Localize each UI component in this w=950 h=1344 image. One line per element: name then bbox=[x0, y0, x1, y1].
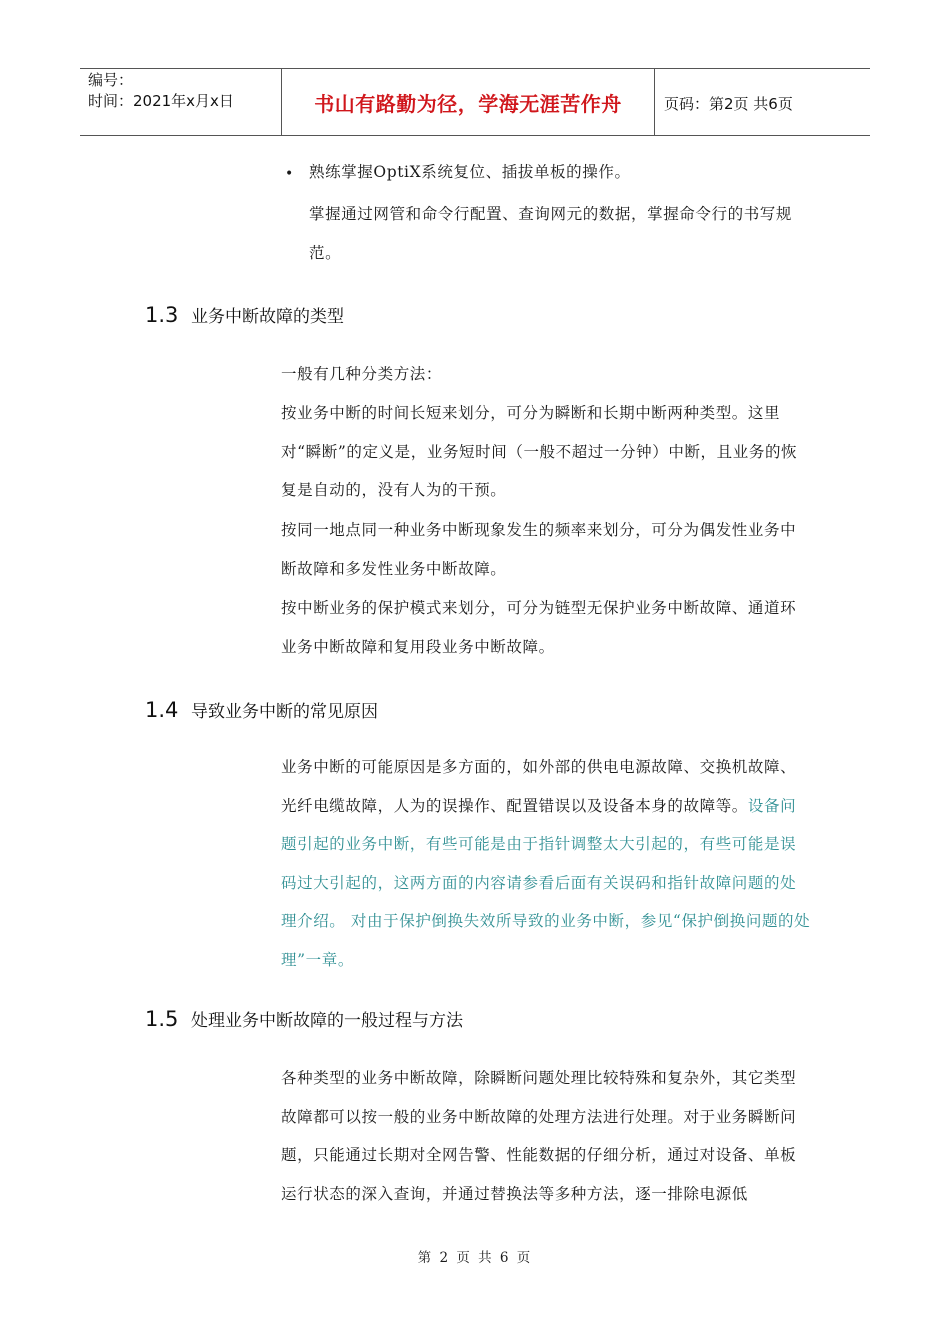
header-bottom-border bbox=[80, 135, 870, 136]
paragraph: 按业务中断的时间长短来划分，可分为瞬断和长期中断两种类型。这里对“瞬断”的定义是，业务短时间（一般不超过一分钟）中断，且业务的恢复是自动的，没有人为的干预。 bbox=[281, 404, 798, 499]
section-title: 导致业务中断的常见原因 bbox=[191, 702, 378, 722]
section-number: 1.3 bbox=[145, 303, 179, 327]
section-heading-1-4 bbox=[145, 697, 378, 722]
header-top-border bbox=[80, 68, 870, 69]
bullet-followup: 掌握通过网管和命令行配置、查询网元的数据，掌握命令行的书写规范。 bbox=[309, 205, 793, 262]
section-heading-1-3 bbox=[145, 302, 344, 327]
header-time-label: 时间：2021年x月x日 bbox=[88, 92, 234, 110]
section-title: 业务中断故障的类型 bbox=[191, 307, 344, 327]
page-footer: 第 2 页 共 6 页 bbox=[417, 1250, 533, 1266]
header-motto: 书山有路勤为径，学海无涯苦作舟 bbox=[314, 92, 622, 116]
paragraph-highlight-text: 设备问题引起的业务中断，有些可能是由于指针调整太大引起的，有些可能是误码过大引起的，这两方面的内容请参看后面有关误码和指针故障问题的处理介绍。 对由于保护倒换失效所导致的业务中断，参见“保护倒换问题的处理”一章。 bbox=[281, 796, 811, 969]
section-number: 1.5 bbox=[145, 1007, 179, 1031]
bullet-text: 熟练掌握OptiX系统复位、插拔单板的操作。 bbox=[309, 163, 631, 181]
header-meta bbox=[88, 70, 234, 112]
paragraph-text: 业务中断的可能原因是多方面的，如外部的供电电源故障、交换机故障、光纤电缆故障，人为的误操作、配置错误以及设备本身的故障等。 bbox=[281, 758, 797, 815]
section-heading-1-5 bbox=[145, 1006, 463, 1031]
paragraph bbox=[281, 748, 811, 979]
section-title: 处理业务中断故障的一般过程与方法 bbox=[191, 1011, 463, 1031]
header-number-label: 编号： bbox=[88, 71, 134, 89]
paragraph: 一般有几种分类方法： bbox=[281, 365, 443, 383]
paragraph: 各种类型的业务中断故障，除瞬断问题处理比较特殊和复杂外，其它类型故障都可以按一般的业务中断故障的处理方法进行处理。对于业务瞬断问题，只能通过长期对全网告警、性能数据的仔细分析，通过对设备、单板运行状态的深入查询，并通过替换法等多种方法，逐一排除电源低 bbox=[281, 1069, 797, 1203]
paragraph: 按同一地点同一种业务中断现象发生的频率来划分，可分为偶发性业务中断故障和多发性业务中断故障。 bbox=[281, 521, 797, 578]
header-page-info: 页码：第2页 共6页 bbox=[664, 95, 793, 113]
section-number: 1.4 bbox=[145, 698, 179, 722]
bullet-dot-icon: • bbox=[285, 166, 294, 182]
header-divider-right bbox=[654, 68, 655, 136]
paragraph: 按中断业务的保护模式来划分，可分为链型无保护业务中断故障、通道环业务中断故障和复用段业务中断故障。 bbox=[281, 599, 797, 656]
